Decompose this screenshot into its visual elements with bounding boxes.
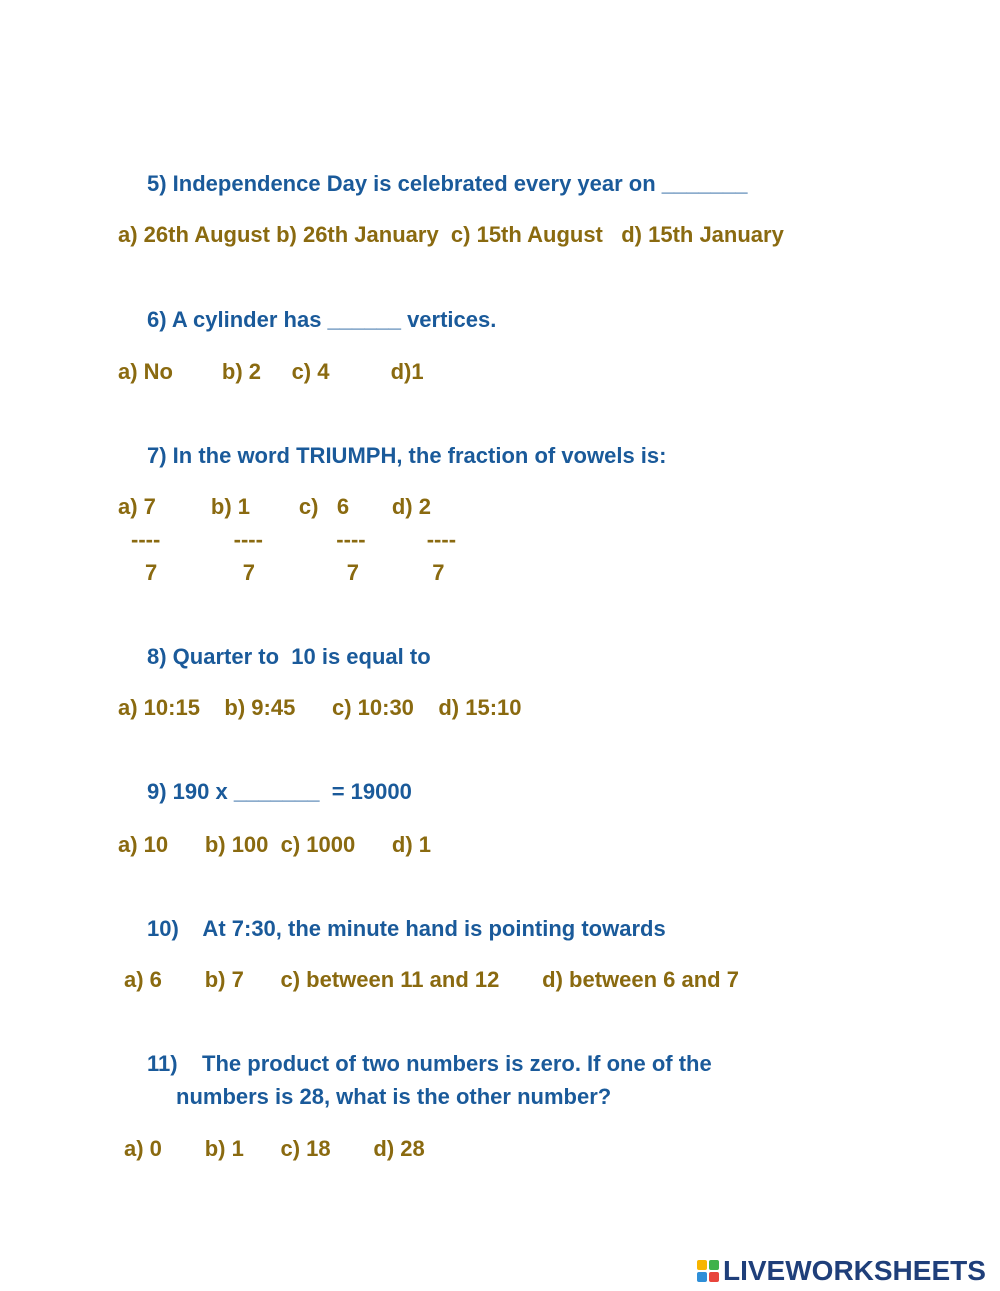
question-7-options: a) 7 b) 1 c) 6 d) 2 xyxy=(118,494,431,519)
question-7-denominators: 7 7 7 7 xyxy=(145,560,445,585)
question-11-options: a) 0 b) 1 c) 18 d) 28 xyxy=(124,1136,425,1161)
question-10-text: 10) At 7:30, the minute hand is pointing towards xyxy=(147,916,666,941)
question-6-options: a) No b) 2 c) 4 d)1 xyxy=(118,359,424,384)
question-8-text: 8) Quarter to 10 is equal to xyxy=(147,644,431,669)
logo-square-icon xyxy=(697,1260,707,1270)
liveworksheets-logo xyxy=(697,1256,986,1286)
question-7-text: 7) In the word TRIUMPH, the fraction of vowels is: xyxy=(147,443,667,468)
question-5-options: a) 26th August b) 26th January c) 15th August d) 15th January xyxy=(118,222,784,247)
question-5-text: 5) Independence Day is celebrated every year on _______ xyxy=(147,171,748,196)
question-7-fraction-lines: ---- ---- ---- ---- xyxy=(131,527,457,552)
logo-square-icon xyxy=(709,1272,719,1282)
logo-square-icon xyxy=(697,1272,707,1282)
question-6-text: 6) A cylinder has ______ vertices. xyxy=(147,307,497,332)
question-11-text-line1: 11) The product of two numbers is zero. If one of the xyxy=(147,1051,712,1076)
question-8-options: a) 10:15 b) 9:45 c) 10:30 d) 15:10 xyxy=(118,695,522,720)
question-9-text: 9) 190 x _______ = 19000 xyxy=(147,779,412,804)
logo-square-icon xyxy=(709,1260,719,1270)
liveworksheets-logo-icon xyxy=(697,1260,719,1282)
logo-text: LIVEWORKSHEETS xyxy=(723,1255,986,1286)
question-9-options: a) 10 b) 100 c) 1000 d) 1 xyxy=(118,832,432,857)
question-11-text-line2: numbers is 28, what is the other number? xyxy=(176,1084,612,1109)
question-10-options: a) 6 b) 7 c) between 11 and 12 d) between 6 and 7 xyxy=(124,967,739,992)
